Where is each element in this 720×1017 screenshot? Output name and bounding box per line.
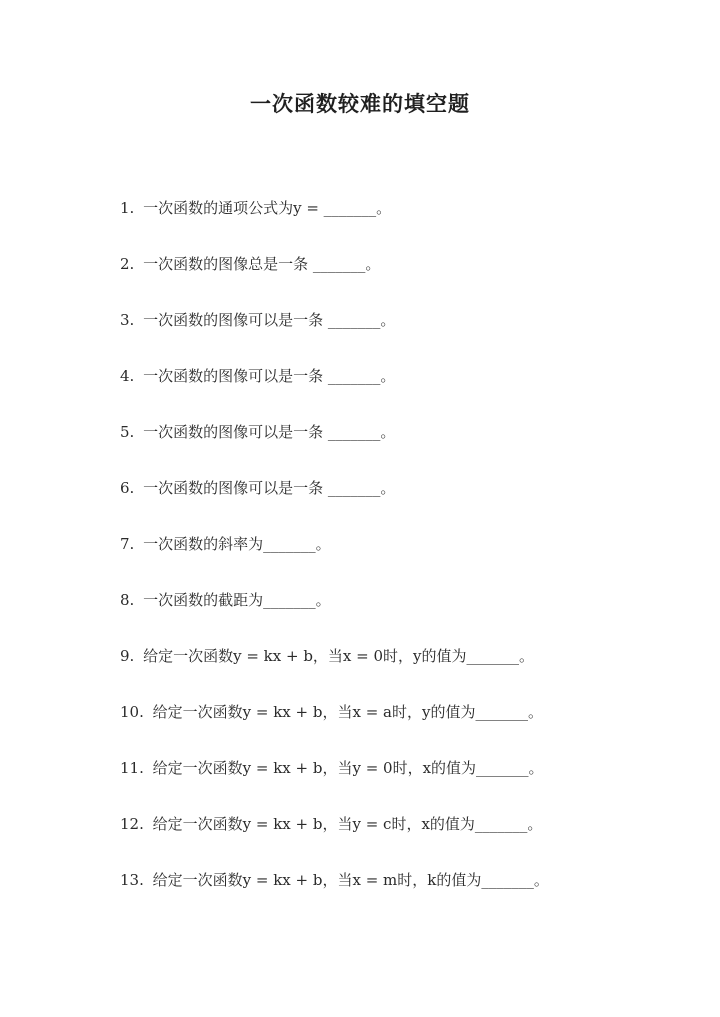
question-number: 4.	[120, 367, 135, 385]
question-item	[120, 196, 680, 252]
question-number: 1.	[120, 199, 135, 217]
question-item	[120, 532, 680, 588]
question-text: 给定一次函数y = kx + b，当x = 0时，y的值为_______。	[143, 647, 535, 665]
question-text: 一次函数的图像可以是一条 _______。	[143, 311, 396, 329]
question-number: 6.	[120, 479, 135, 497]
question-text: 一次函数的图像可以是一条 _______。	[143, 479, 396, 497]
question-text: 给定一次函数y = kx + b，当y = 0时，x的值为_______。	[152, 759, 544, 777]
question-number: 5.	[120, 423, 135, 441]
question-item	[120, 308, 680, 364]
document-title: 一次函数较难的填空题	[250, 91, 470, 116]
question-text: 给定一次函数y = kx + b，当y = c时，x的值为_______。	[152, 815, 543, 833]
question-text: 给定一次函数y = kx + b，当x = a时，y的值为_______。	[152, 703, 543, 721]
question-number: 13.	[120, 871, 144, 889]
question-text: 给定一次函数y = kx + b，当x = m时，k的值为_______。	[152, 871, 549, 889]
question-text: 一次函数的图像总是一条 _______。	[143, 255, 381, 273]
question-number: 7.	[120, 535, 135, 553]
question-item	[120, 588, 680, 644]
question-number: 12.	[120, 815, 144, 833]
question-number: 10.	[120, 703, 144, 721]
question-text: 一次函数的通项公式为y = _______。	[143, 199, 392, 217]
question-item	[120, 868, 680, 924]
question-item	[120, 644, 680, 700]
question-item	[120, 756, 680, 812]
question-item	[120, 420, 680, 476]
question-item	[120, 364, 680, 420]
question-item	[120, 476, 680, 532]
question-item	[120, 812, 680, 868]
question-number: 8.	[120, 591, 135, 609]
question-item	[120, 700, 680, 756]
question-number: 9.	[120, 647, 135, 665]
question-number: 3.	[120, 311, 135, 329]
question-text: 一次函数的斜率为_______。	[143, 535, 331, 553]
question-number: 11.	[120, 759, 144, 777]
question-item	[120, 252, 680, 308]
question-text: 一次函数的截距为_______。	[143, 591, 331, 609]
question-number: 2.	[120, 255, 135, 273]
question-text: 一次函数的图像可以是一条 _______。	[143, 367, 396, 385]
question-text: 一次函数的图像可以是一条 _______。	[143, 423, 396, 441]
question-list	[120, 196, 680, 924]
